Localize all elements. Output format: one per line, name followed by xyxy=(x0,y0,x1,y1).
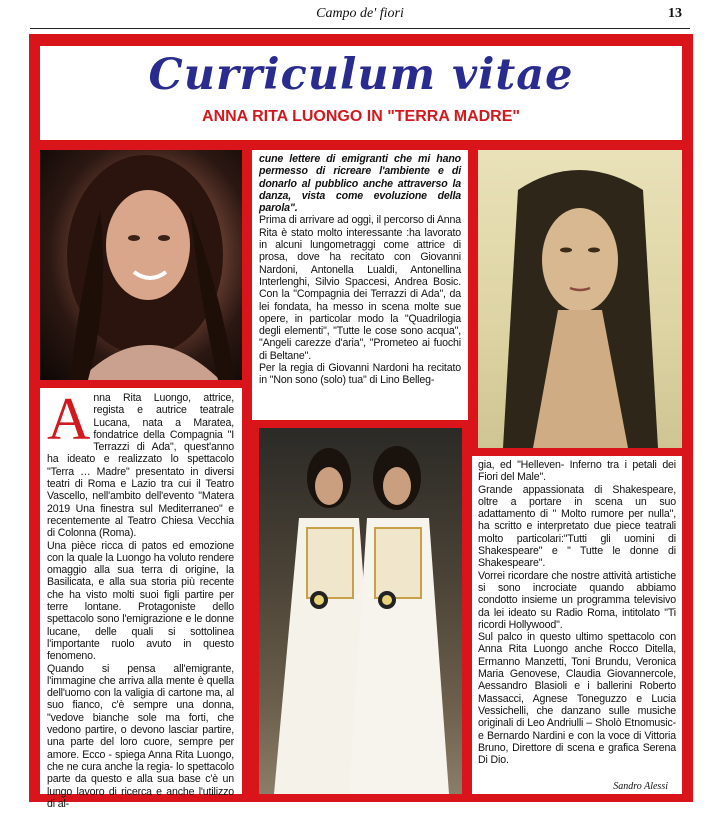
middle-paragraph-3: Per la regia di Giovanni Nardoni ha recitato in "Non sono (solo) tua" di Lino Belleg- xyxy=(259,362,461,387)
middle-paragraph-2: Prima di arrivare ad oggi, il percorso di Anna Rita è stato molto interessante :ha lavorato in alcuni lungometraggi come attrice di prosa, dove ha recitato con Giovanni Nardoni, Antonella Lualdi, Antonellina Interlenghi, Silvio Spaccesi, Andrea Bosic. Con la "Compagnia dei Terrazzi di Ada", da lei fondata, ha messo in scena molte sue opere, in particolar modo la "Quadrilogia degli elementi", "Tutte le cose sono acqua", "Angeli carezze d'aria", "Prometeo ai fuochi di Beltane". xyxy=(259,214,461,362)
title-box xyxy=(40,46,682,140)
publication-name: Campo de' fiori xyxy=(316,6,404,21)
left-text-column xyxy=(40,386,242,810)
right-paragraph-3: Vorrei ricordare che nostre attività artistiche si sono incrociate quando abbiamo condotto insieme un programma televisivo da lei ideato su Radio Roma, intitolato "Ti ricordi Hollywood". xyxy=(478,569,676,631)
right-text-column xyxy=(472,456,682,794)
left-paragraph-1: nna Rita Luongo, attrice, regista e autrice teatrale Lucana, nata a Maratea, fondatrice della Compagnia "I Terrazzi di Ada", quest'anno ha ideato e realizzato lo spettacolo "Terra … Madre" presentato in diversi teatri di Roma e Lazio tra cui il Teatro Vascello, nell'ambito dell'evento "Matera 2019 Una finestra sul Mediterraneo" e recentemente al Teatro Chiesa Vecchia di Colonna (Roma). xyxy=(47,392,234,540)
middle-paragraph-1: cune lettere di emigranti che mi hano permesso di ricreare l'ambiente e di donarlo al pubblico anche attraverso la danza, vista come evoluzione della parola". xyxy=(259,153,461,215)
article-title: Curriculum vitae xyxy=(148,50,574,100)
dropcap-letter: A xyxy=(47,386,91,452)
header-rule xyxy=(30,28,690,29)
left-paragraph-3: Quando si pensa all'emigrante, l'immagine che arriva alla mente è quella dell'uomo con la valigia di cartone ma, al suo fianco, c'è sempre una donna, "vedove bianche sole ma forti, che vedono partire, o devono lasciar partire, una parte del loro cuore, sempre per amore. Ecco - spiega Anna Rita Luongo, che ne cura anche la regia- lo spettacolo parte da questo e alla sua base c'è un lungo lavoro di ricerca e anche l'utilizzo di al- xyxy=(47,662,234,810)
portrait-photo-right xyxy=(478,150,682,448)
author-byline: Sandro Alessi xyxy=(613,781,668,792)
page-number: 13 xyxy=(668,6,682,21)
page-header xyxy=(0,0,720,30)
right-paragraph-2: Grande appassionata di Shakespeare, oltre a portare in scena un suo adattamento di " Molto rumore per nulla", ha scritto e interpretato due piece teatrali molto particolari:"Tutti gli uomini di Shakespeare" e " Tutte le donne di Shakespeare". xyxy=(478,483,676,570)
left-paragraph-2: Una pièce ricca di patos ed emozione con la quale la Luongo ha voluto rendere omaggio alla sua terra di origine, la Basilicata, e alla sua storia più recente che ha visto molti suoi figli partire per terre lontane. Protagoniste dello spettacolo sono l'emigrazione e le donne lucane, delle quali si sottolinea l'importante ruolo avuto in questo fenomeno. xyxy=(47,539,234,663)
middle-text-column xyxy=(252,150,468,420)
right-paragraph-1: gia, ed "Helleven- Inferno tra i petali dei Fiori del Male". xyxy=(478,459,676,484)
stage-photo xyxy=(259,428,462,794)
portrait-photo-left xyxy=(40,150,242,380)
right-paragraph-4: Sul palco in questo ultimo spettacolo con Anna Rita Luongo anche Rocco Ditella, Ermanno Manzetti, Toni Brundu, Veronica Maria Genovese, Claudia Giovannercole, Aessandro Blasioli e i ballerini Roberto Massacci, Agnese Toneguzzo e Lucia Vessichelli, che danzano sulle musiche originali di Leo Andriulli – Sholò Etnomusic- e Bernardo Nardini e con la voce di Vittoria Bruno, Direttore di scena e grafica Serena Di Dio. xyxy=(478,631,676,767)
article-subtitle: ANNA RITA LUONGO IN "TERRA MADRE" xyxy=(202,108,520,125)
